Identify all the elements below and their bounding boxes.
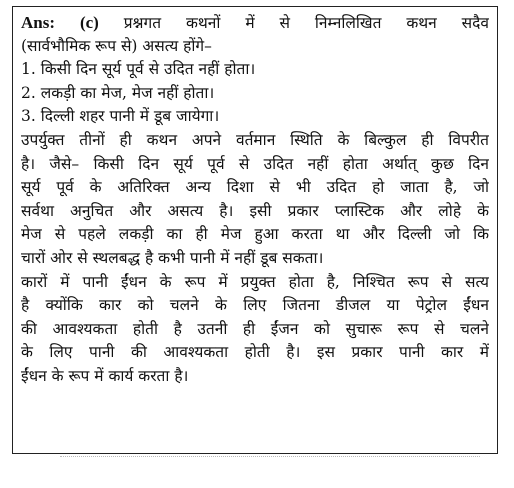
explanation-1-line: सूर्य पूर्व के अतिरिक्त अन्य दिशा से भी उदित हो जाता है, जो — [21, 178, 489, 197]
explanation-paragraph-2 — [21, 271, 489, 389]
explanation-2-line: है क्योंकि कार को चलने के लिए जितना डीजल या पेट्रोल ईंधन — [21, 296, 489, 315]
explanation-1-line: चारों ओर से स्थलबद्ध है कभी पानी में नहीं डूब सकता। — [21, 248, 324, 267]
question-line-1: प्रश्नगत कथनों में से निम्नलिखित कथन सदैव — [123, 14, 489, 32]
explanation-2-line: के लिए पानी की आवश्यकता होती है। इस प्रकार पानी कार में — [21, 343, 489, 362]
explanation-1-line: सर्वथा अनुचित और असत्य है। इसी प्रकार प्लास्टिक और लोहे के — [21, 201, 489, 220]
explanation-2-line: कारों में पानी ईंधन के रूप में प्रयुक्त होता है, निश्चित रूप से सत्य — [21, 272, 489, 291]
answer-label: Ans: — [21, 13, 56, 32]
answer-header-line — [21, 11, 489, 35]
explanation-2-line: की आवश्यकता होती है उतनी ही ईंजन को सुचारू रूप से चलने — [21, 319, 489, 338]
cut-off-next-line — [60, 456, 480, 463]
answer-box — [12, 6, 498, 454]
answer-option: (c) — [79, 13, 99, 32]
question-line-2: (सार्वभौमिक रूप से) असत्य होंगे– — [21, 36, 212, 55]
explanation-1-line: उपर्युक्त तीनों ही कथन अपने वर्तमान स्थिति के बिल्कुल ही विपरीत — [21, 130, 489, 149]
explanation-1-line: मेज से पहले लकड़ी का ही मेज हुआ करता था और दिल्ली जो कि — [21, 225, 489, 244]
statement-3: 3. दिल्ली शहर पानी में डूब जायेगा। — [21, 107, 220, 126]
statement-1: 1. किसी दिन सूर्य पूर्व से उदित नहीं होता। — [21, 60, 256, 79]
explanation-paragraph-1 — [21, 129, 489, 271]
explanation-1-line: है। जैसे– किसी दिन सूर्य पूर्व से उदित नहीं होता अर्थात् कुछ दिन — [21, 154, 489, 173]
statement-2: 2. लकड़ी का मेज, मेज नहीं होता। — [21, 83, 215, 102]
explanation-2-line: ईंधन के रूप में कार्य करता है। — [21, 366, 189, 385]
